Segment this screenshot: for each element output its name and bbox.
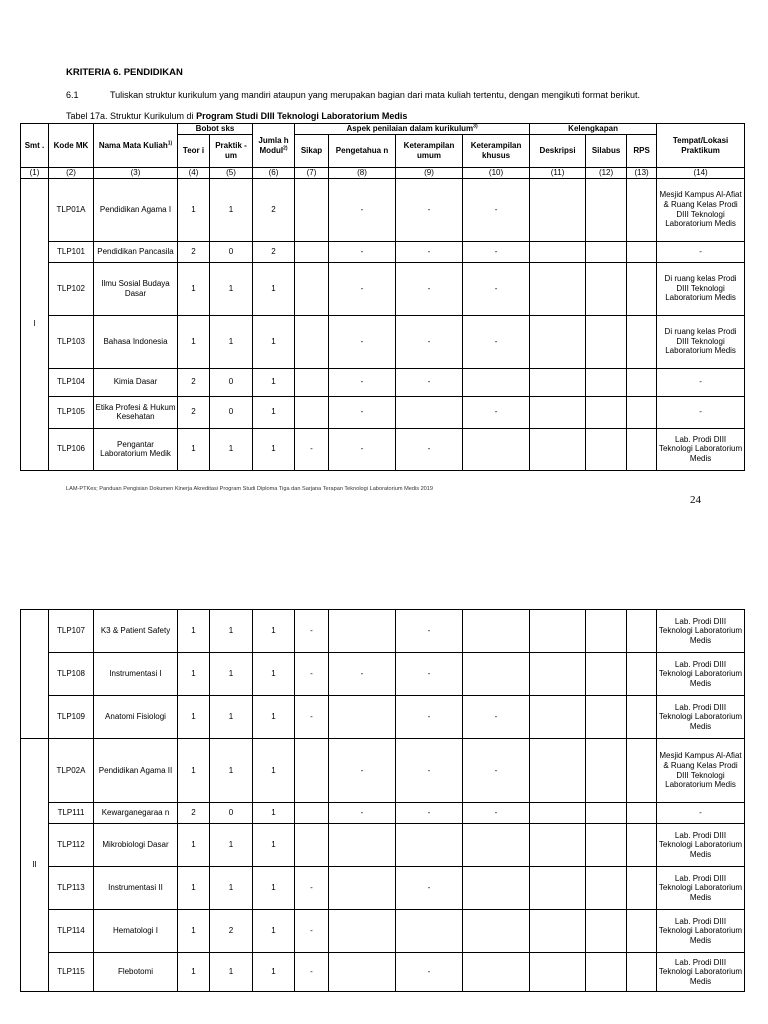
cell-deskripsi [530,428,586,470]
cell-ket-khusus: - [463,803,530,824]
cell-jumlah: 1 [253,262,295,315]
cell-pengetahuan: - [329,428,396,470]
cell-ket-khusus [463,824,530,867]
cell-ket-umum [396,910,463,953]
cell-nama: Ilmu Sosial Budaya Dasar [94,262,178,315]
cell-praktikum: 1 [210,262,253,315]
cell-pengetahuan [329,867,396,910]
table-row [21,178,745,241]
cell-kode: TLP109 [49,696,94,739]
cell-kode: TLP103 [49,315,94,368]
cell-sikap [295,241,329,262]
cell-praktikum: 1 [210,867,253,910]
cell-teori: 1 [178,824,210,867]
cell-teori: 1 [178,262,210,315]
cell-pengetahuan: - [329,803,396,824]
cell-rps [627,610,657,653]
table-row [21,262,745,315]
cell-praktikum: 1 [210,315,253,368]
cell-jumlah: 2 [253,178,295,241]
cell-sikap [295,739,329,803]
cell-tempat: Lab. Prodi DIII Teknologi Laboratorium Medis [657,653,745,696]
cell-praktikum: 0 [210,803,253,824]
cell-ket-umum: - [396,241,463,262]
cell-sikap [295,824,329,867]
cell-sikap [295,396,329,428]
table-body-page-1 [21,178,745,470]
cell-deskripsi [530,696,586,739]
cell-silabus [586,867,627,910]
cell-jumlah: 1 [253,368,295,396]
curriculum-table-page-2 [20,609,745,992]
header-jumlah-footnote: 2) [283,144,288,151]
cell-sikap [295,262,329,315]
cell-praktikum: 1 [210,696,253,739]
header-sikap: Sikap [295,135,329,168]
cell-deskripsi [530,178,586,241]
cell-pengetahuan [329,610,396,653]
cell-deskripsi [530,315,586,368]
column-number-row [21,168,745,179]
column-number: (10) [463,168,530,179]
cell-nama: Anatomi Fisiologi [94,696,178,739]
cell-nama: Flebotomi [94,953,178,992]
table-row [21,824,745,867]
cell-teori: 1 [178,315,210,368]
cell-nama: Kimia Dasar [94,368,178,396]
table-row [21,653,745,696]
cell-ket-khusus: - [463,262,530,315]
cell-ket-umum: - [396,368,463,396]
cell-jumlah: 1 [253,396,295,428]
cell-pengetahuan: - [329,178,396,241]
cell-praktikum: 1 [210,739,253,803]
cell-rps [627,910,657,953]
cell-pengetahuan: - [329,315,396,368]
column-number: (2) [49,168,94,179]
cell-deskripsi [530,241,586,262]
cell-tempat: Mesjid Kampus Al-Afiat & Ruang Kelas Prodi DIII Teknologi Laboratorium Medis [657,178,745,241]
table-row [21,610,745,653]
cell-ket-umum [396,396,463,428]
cell-pengetahuan: - [329,653,396,696]
cell-praktikum: 0 [210,368,253,396]
cell-silabus [586,803,627,824]
cell-silabus [586,696,627,739]
cell-sikap: - [295,910,329,953]
cell-ket-khusus [463,653,530,696]
table-row [21,867,745,910]
cell-silabus [586,910,627,953]
cell-rps [627,241,657,262]
cell-rps [627,824,657,867]
cell-tempat: Lab. Prodi DIII Teknologi Laboratorium Medis [657,428,745,470]
cell-kode: TLP01A [49,178,94,241]
cell-ket-khusus [463,368,530,396]
column-number: (9) [396,168,463,179]
cell-ket-umum: - [396,610,463,653]
header-nama-footnote: 1) [167,140,173,147]
cell-ket-umum [396,824,463,867]
cell-teori: 1 [178,867,210,910]
cell-nama: Instrumentasi II [94,867,178,910]
cell-nama: Pendidikan Agama II [94,739,178,803]
cell-nama: Mikrobiologi Dasar [94,824,178,867]
column-number: (12) [586,168,627,179]
cell-teori: 1 [178,739,210,803]
cell-sikap: - [295,610,329,653]
cell-silabus [586,953,627,992]
cell-ket-umum: - [396,867,463,910]
header-aspek-penilaian [295,124,530,135]
cell-tempat: Lab. Prodi DIII Teknologi Laboratorium Medis [657,867,745,910]
criteria-heading: KRITERIA 6. PENDIDIKAN [66,67,183,78]
cell-tempat: - [657,803,745,824]
cell-silabus [586,368,627,396]
cell-praktikum: 1 [210,824,253,867]
cell-ket-khusus [463,953,530,992]
cell-pengetahuan: - [329,739,396,803]
cell-nama: Pendidikan Pancasila [94,241,178,262]
cell-jumlah: 1 [253,803,295,824]
instruction-text: Tuliskan struktur kurikulum yang mandiri ataupun yang merupakan bagian dari mata kuliah tertentu, dengan mengikuti format berikut. [110,90,640,100]
cell-kode: TLP106 [49,428,94,470]
table-row [21,368,745,396]
section-number: 6.1 [66,90,79,100]
cell-kode: TLP108 [49,653,94,696]
cell-kode: TLP111 [49,803,94,824]
cell-rps [627,315,657,368]
cell-teori: 1 [178,178,210,241]
column-number: (5) [210,168,253,179]
cell-praktikum: 0 [210,396,253,428]
cell-silabus [586,610,627,653]
cell-kode: TLP112 [49,824,94,867]
cell-pengetahuan: - [329,396,396,428]
cell-ket-khusus: - [463,396,530,428]
header-smt: Smt . [21,124,49,168]
cell-rps [627,396,657,428]
cell-semester: II [21,739,49,992]
header-pengetahuan: Pengetahua n [329,135,396,168]
cell-rps [627,368,657,396]
cell-deskripsi [530,803,586,824]
cell-teori: 1 [178,910,210,953]
cell-kode: TLP105 [49,396,94,428]
cell-praktikum: 1 [210,953,253,992]
cell-nama: K3 & Patient Safety [94,610,178,653]
cell-jumlah: 1 [253,315,295,368]
column-number: (4) [178,168,210,179]
cell-pengetahuan [329,910,396,953]
cell-ket-umum: - [396,953,463,992]
cell-jumlah: 1 [253,428,295,470]
header-aspek-text: Aspek penilaian dalam kurikulum [346,124,474,134]
cell-nama: Kewarganegaraa n [94,803,178,824]
cell-kode: TLP101 [49,241,94,262]
cell-kode: TLP107 [49,610,94,653]
cell-rps [627,428,657,470]
cell-teori: 1 [178,428,210,470]
cell-semester [21,610,49,739]
cell-pengetahuan [329,696,396,739]
cell-ket-khusus [463,610,530,653]
column-number: (13) [627,168,657,179]
column-number: (7) [295,168,329,179]
cell-tempat: Lab. Prodi DIII Teknologi Laboratorium Medis [657,824,745,867]
footer-text: LAM-PTKes; Panduan Pengisian Dokumen Kinerja Akreditasi Program Studi Diploma Tiga dan Sarjana Terapan Teknologi Laboratorium Medis 2019 [66,486,434,492]
curriculum-table-page-1 [20,123,745,471]
cell-rps [627,803,657,824]
header-tempat-praktikum: Tempat/Lokasi Praktikum [657,124,745,168]
cell-kode: TLP113 [49,867,94,910]
cell-tempat: Lab. Prodi DIII Teknologi Laboratorium Medis [657,610,745,653]
header-deskripsi: Deskripsi [530,135,586,168]
cell-nama: Pendidikan Agama I [94,178,178,241]
cell-ket-khusus: - [463,241,530,262]
caption-program-name: Program Studi DIII Teknologi Laboratorium Medis [196,111,408,121]
cell-tempat: - [657,396,745,428]
cell-kode: TLP115 [49,953,94,992]
cell-praktikum: 1 [210,178,253,241]
cell-ket-khusus: - [463,696,530,739]
cell-sikap: - [295,428,329,470]
table-row [21,803,745,824]
cell-rps [627,696,657,739]
cell-deskripsi [530,653,586,696]
cell-kode: TLP104 [49,368,94,396]
cell-nama: Hematologi I [94,910,178,953]
cell-ket-umum: - [396,653,463,696]
column-number: (14) [657,168,745,179]
table-row [21,953,745,992]
column-number: (6) [253,168,295,179]
cell-sikap [295,803,329,824]
cell-semester: I [21,178,49,470]
cell-rps [627,867,657,910]
cell-deskripsi [530,368,586,396]
cell-ket-umum: - [396,696,463,739]
cell-teori: 1 [178,953,210,992]
table-caption [66,111,407,121]
cell-ket-khusus: - [463,739,530,803]
cell-teori: 2 [178,368,210,396]
header-jumlah-text: Jumla h Modul [258,135,289,155]
cell-silabus [586,824,627,867]
cell-deskripsi [530,910,586,953]
cell-deskripsi [530,824,586,867]
cell-jumlah: 1 [253,696,295,739]
header-keterampilan-khusus: Keterampilan khusus [463,135,530,168]
header-nama-mata-kuliah [94,124,178,168]
cell-ket-umum: - [396,428,463,470]
header-rps: RPS [627,135,657,168]
cell-ket-khusus [463,910,530,953]
cell-tempat: Di ruang kelas Prodi DIII Teknologi Laboratorium Medis [657,262,745,315]
header-bobot-sks: Bobot sks [178,124,253,135]
cell-nama: Pengantar Laboratorium Medik [94,428,178,470]
cell-jumlah: 1 [253,910,295,953]
cell-pengetahuan [329,953,396,992]
cell-pengetahuan: - [329,241,396,262]
cell-deskripsi [530,867,586,910]
cell-deskripsi [530,739,586,803]
column-number: (11) [530,168,586,179]
cell-praktikum: 2 [210,910,253,953]
table-row [21,696,745,739]
cell-ket-khusus: - [463,315,530,368]
cell-sikap [295,178,329,241]
cell-jumlah: 1 [253,653,295,696]
cell-tempat: - [657,241,745,262]
cell-teori: 2 [178,396,210,428]
column-number: (1) [21,168,49,179]
cell-praktikum: 1 [210,428,253,470]
cell-teori: 1 [178,610,210,653]
header-jumlah-modul [253,124,295,168]
cell-teori: 1 [178,653,210,696]
cell-teori: 2 [178,803,210,824]
cell-deskripsi [530,610,586,653]
cell-silabus [586,739,627,803]
cell-ket-umum: - [396,315,463,368]
cell-tempat: Mesjid Kampus Al-Afiat & Ruang Kelas Prodi DIII Teknologi Laboratorium Medis [657,739,745,803]
cell-rps [627,178,657,241]
cell-silabus [586,241,627,262]
cell-deskripsi [530,953,586,992]
header-nama-text: Nama Mata Kuliah [98,140,168,150]
header-kode-mk: Kode MK [49,124,94,168]
table-row [21,910,745,953]
cell-pengetahuan: - [329,262,396,315]
cell-sikap: - [295,696,329,739]
cell-silabus [586,262,627,315]
cell-ket-khusus [463,867,530,910]
cell-nama: Bahasa Indonesia [94,315,178,368]
cell-sikap: - [295,653,329,696]
cell-kode: TLP102 [49,262,94,315]
cell-teori: 2 [178,241,210,262]
cell-nama: Instrumentasi I [94,653,178,696]
cell-praktikum: 1 [210,610,253,653]
cell-jumlah: 1 [253,610,295,653]
cell-silabus [586,653,627,696]
cell-silabus [586,178,627,241]
header-keterampilan-umum: Keterampilan umum [396,135,463,168]
cell-ket-khusus: - [463,178,530,241]
header-teori: Teor i [178,135,210,168]
cell-pengetahuan: - [329,368,396,396]
cell-jumlah: 1 [253,867,295,910]
cell-tempat: Di ruang kelas Prodi DIII Teknologi Laboratorium Medis [657,315,745,368]
cell-teori: 1 [178,696,210,739]
table-row [21,396,745,428]
column-number: (3) [94,168,178,179]
cell-jumlah: 1 [253,739,295,803]
cell-ket-khusus [463,428,530,470]
cell-jumlah: 1 [253,953,295,992]
cell-sikap: - [295,867,329,910]
cell-silabus [586,396,627,428]
cell-tempat: - [657,368,745,396]
cell-jumlah: 2 [253,241,295,262]
cell-silabus [586,428,627,470]
page-number: 24 [690,494,701,506]
cell-ket-umum: - [396,178,463,241]
table-body-page-2 [21,610,745,992]
table-row [21,739,745,803]
table-row [21,241,745,262]
cell-kode: TLP02A [49,739,94,803]
cell-praktikum: 1 [210,653,253,696]
cell-jumlah: 1 [253,824,295,867]
cell-rps [627,262,657,315]
cell-sikap [295,315,329,368]
table-row [21,428,745,470]
cell-nama: Etika Profesi & Hukum Kesehatan [94,396,178,428]
cell-rps [627,653,657,696]
cell-silabus [586,315,627,368]
cell-sikap [295,368,329,396]
cell-rps [627,739,657,803]
cell-deskripsi [530,396,586,428]
header-aspek-footnote: 3) [473,123,478,130]
cell-praktikum: 0 [210,241,253,262]
table-row [21,315,745,368]
cell-rps [627,953,657,992]
cell-pengetahuan [329,824,396,867]
caption-prefix: Tabel 17a. Struktur Kurikulum di [66,111,197,121]
cell-ket-umum: - [396,262,463,315]
header-silabus: Silabus [586,135,627,168]
cell-tempat: Lab. Prodi DIII Teknologi Laboratorium Medis [657,910,745,953]
cell-tempat: Lab. Prodi DIII Teknologi Laboratorium Medis [657,953,745,992]
header-praktikum: Praktik -um [210,135,253,168]
cell-deskripsi [530,262,586,315]
cell-ket-umum: - [396,803,463,824]
cell-kode: TLP114 [49,910,94,953]
cell-sikap: - [295,953,329,992]
cell-tempat: Lab. Prodi DIII Teknologi Laboratorium Medis [657,696,745,739]
header-kelengkapan: Kelengkapan [530,124,657,135]
cell-ket-umum: - [396,739,463,803]
column-number: (8) [329,168,396,179]
